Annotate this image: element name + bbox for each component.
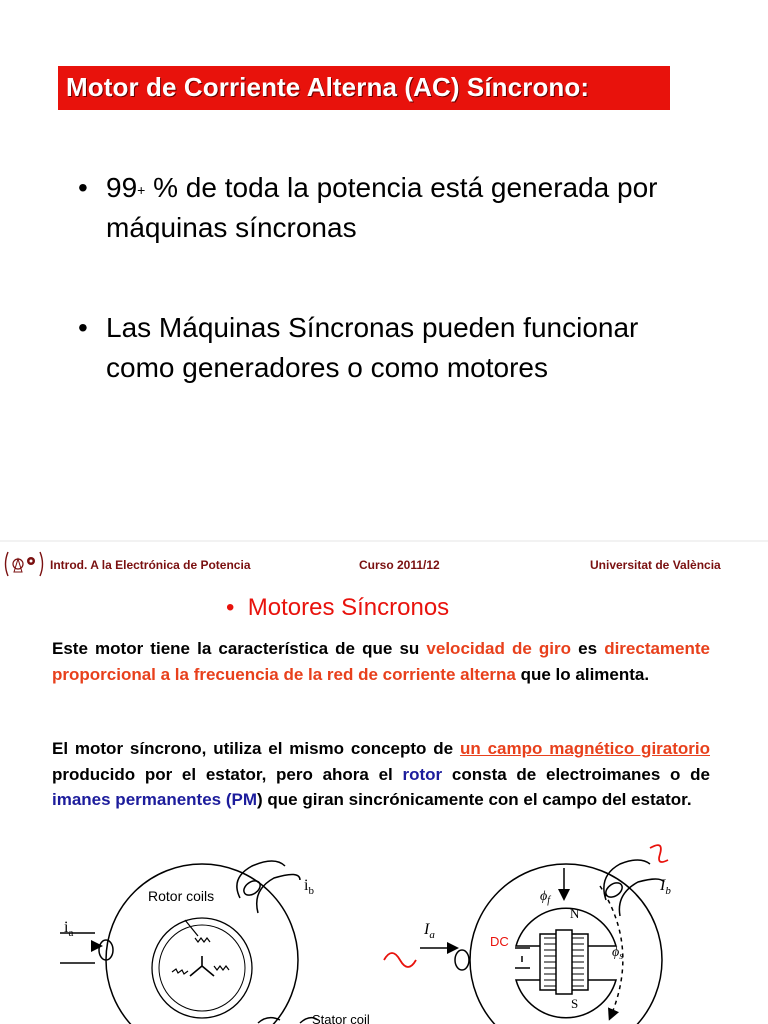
highlight-speed: velocidad de giro	[426, 639, 572, 658]
north-pole-label: N	[570, 906, 580, 921]
university-name: Universitat de València	[590, 558, 721, 572]
phi-f-label: $\phi_f$	[540, 889, 551, 906]
south-pole-label: S	[571, 996, 579, 1011]
course-footer	[0, 556, 768, 576]
slide-title: Motor de Corriente Alterna (AC) Síncrono:	[66, 72, 590, 102]
highlight-rotor: rotor	[402, 764, 443, 784]
dc-annotation: DC	[490, 934, 509, 949]
rotating-field-link[interactable]: un campo magnético giratorio	[459, 739, 710, 758]
highlight-proportional: directamente proporcional a la frecuencia de la red de corriente alterna	[52, 639, 711, 684]
section-heading: • Motores Síncronos	[226, 594, 450, 621]
wound-rotor-diagram	[60, 861, 318, 1024]
paragraph-1: Este motor tiene la característica de que su velocidad de giro es directamente proporcional a la frecuencia de la red de corriente alterna que lo alimenta.	[52, 639, 711, 684]
bullet-symbol: •	[78, 172, 88, 203]
Ia-label: $I_a$	[424, 921, 435, 941]
bullet-symbol: •	[78, 312, 88, 343]
bullet-text: Las Máquinas Síncronas pueden funcionar como generadores o como motores	[106, 312, 639, 383]
phi-s-label: $\phi_s$	[612, 945, 624, 962]
pm-rotor-diagram	[420, 860, 664, 1024]
rotor-coils-label: Rotor coils	[148, 888, 215, 904]
highlight-pm: imanes permanentes (PM	[52, 790, 258, 809]
bullet-text: 99+ % de toda la potencia está generada por máquinas síncronas	[106, 172, 658, 243]
course-name: Introd. A la Electrónica de Potencia	[50, 558, 251, 572]
Ib-label: $I_b$	[660, 877, 671, 897]
paragraph-2: El motor síncrono, utiliza el mismo concepto de un campo magnético giratorio producido por el estator, pero ahora el rotor consta de electroimanes o de imanes permanentes (PM) que giran sincrónicamente con el campo del estator.	[52, 739, 710, 809]
university-logo-icon	[2, 550, 46, 578]
ia-label: $i_a$	[64, 919, 74, 939]
slide-divider	[0, 540, 768, 542]
motor-diagram	[0, 838, 768, 1024]
course-year: Curso 2011/12	[359, 558, 440, 572]
ib-label: $i_b$	[304, 877, 314, 897]
stator-coil-label: Stator coil	[312, 1012, 370, 1024]
